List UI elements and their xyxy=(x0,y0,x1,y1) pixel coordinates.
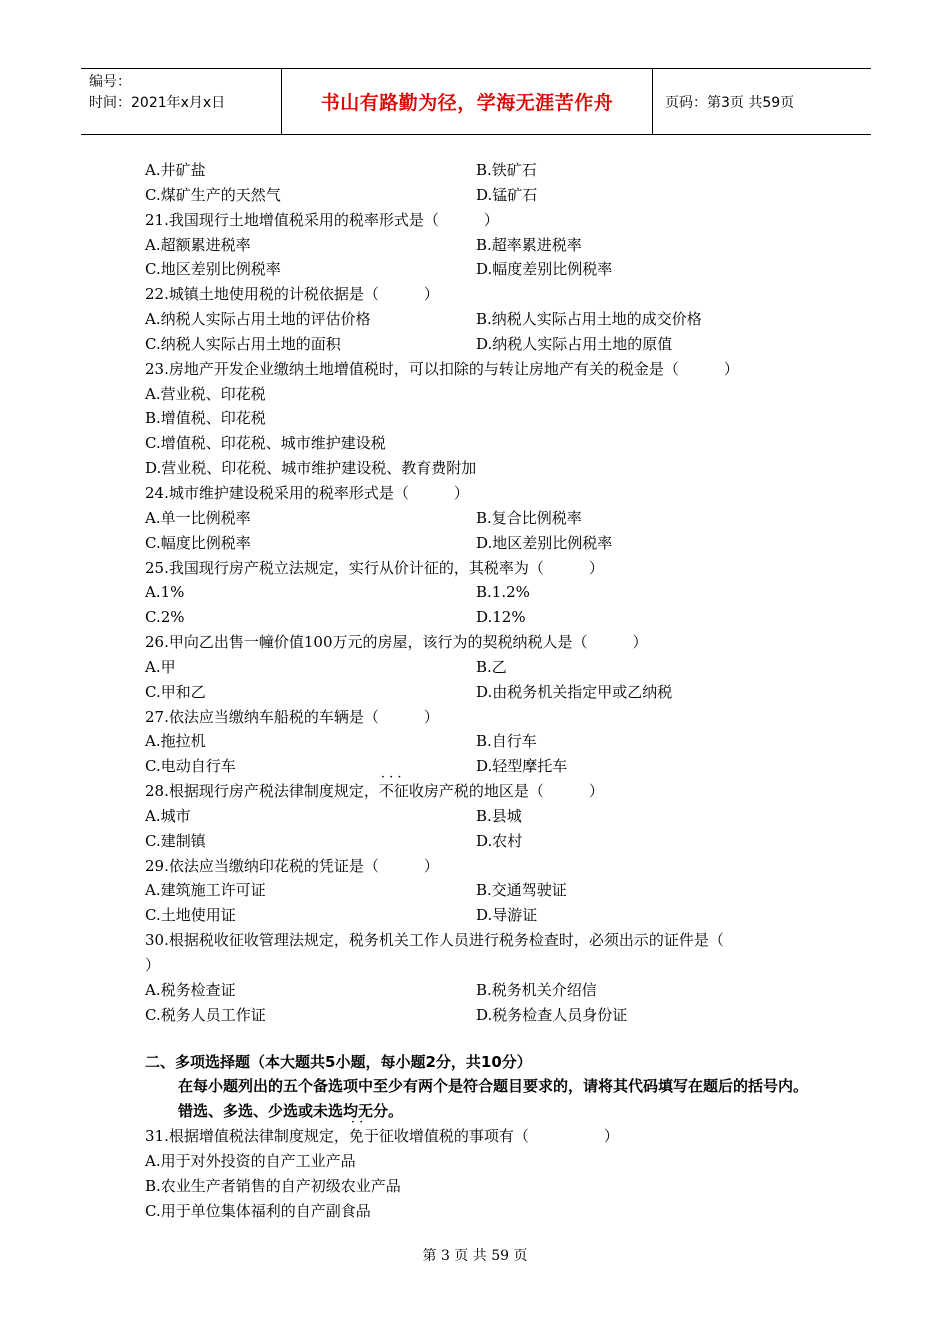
question-text: 28.根据现行房产税法律制度规定， xyxy=(145,782,379,801)
header-number-label: 编号： xyxy=(89,74,131,90)
option: B.交通驾驶证 xyxy=(476,881,567,900)
option: D.地区差别比例税率 xyxy=(476,533,613,552)
header-motto: 书山有路勤为径，学海无涯苦作舟 xyxy=(281,69,653,134)
option: B.增值税、印花税 xyxy=(145,409,266,428)
option: B.1.2% xyxy=(476,583,530,602)
option: B.农业生产者销售的自产初级农业产品 xyxy=(145,1176,401,1195)
emphasis-text: · · · 不征收 xyxy=(379,779,424,804)
option: B.县城 xyxy=(476,806,522,825)
option-row xyxy=(145,1003,815,1028)
page-header xyxy=(81,68,871,135)
option: D.纳税人实际占用土地的原值 xyxy=(476,334,673,353)
section-instructions: 在每小题列出的五个备选项中至少有两个是符合题目要求的，请将其代码填写在题后的括号内。错选、多选、少选或未选均无分。 xyxy=(178,1077,809,1121)
option: D.税务检查人员身份证 xyxy=(476,1005,628,1024)
option-row xyxy=(145,257,815,282)
option-row xyxy=(145,655,815,680)
option-row xyxy=(145,729,815,754)
option: C.地区差别比例税率 xyxy=(145,260,281,279)
option-row xyxy=(145,233,815,258)
option: C.增值税、印花税、城市维护建设税 xyxy=(145,434,386,453)
option-row xyxy=(145,332,815,357)
option-row xyxy=(145,506,815,531)
option: D.导游证 xyxy=(476,906,538,925)
option: B.复合比例税率 xyxy=(476,508,582,527)
option-row xyxy=(145,804,815,829)
option: D.锰矿石 xyxy=(476,185,538,204)
option-row xyxy=(145,680,815,705)
option: C.土地使用证 xyxy=(145,906,236,925)
option-row xyxy=(145,605,815,630)
emphasis-text: · · 免于 xyxy=(349,1124,379,1149)
option-row xyxy=(145,183,815,208)
question-text: 征收增值税的事项有（ ） xyxy=(378,1127,619,1146)
option: C.用于单位集体福利的自产副食品 xyxy=(145,1201,371,1220)
option: A.超额累进税率 xyxy=(145,235,251,254)
section-heading: 二、多项选择题（本大题共5小题，每小题2分，共10分） xyxy=(145,1052,532,1071)
option-row xyxy=(145,978,815,1003)
option: A.建筑施工许可证 xyxy=(145,881,266,900)
option: A.纳税人实际占用土地的评估价格 xyxy=(145,310,371,329)
page-footer: 第 3 页 共 59 页 xyxy=(422,1248,528,1264)
option-row xyxy=(145,878,815,903)
option: A.营业税、印花税 xyxy=(145,384,266,403)
option: D.幅度差别比例税率 xyxy=(476,260,613,279)
option: B.自行车 xyxy=(476,732,537,751)
option: A.拖拉机 xyxy=(145,732,206,751)
option: C.幅度比例税率 xyxy=(145,533,251,552)
question-24: 24.城市维护建设税采用的税率形式是（ ） xyxy=(145,483,469,502)
option: D.营业税、印花税、城市维护建设税、教育费附加 xyxy=(145,459,477,478)
option-row xyxy=(145,158,815,183)
option: B.税务机关介绍信 xyxy=(476,980,597,999)
option: B.超率累进税率 xyxy=(476,235,582,254)
question-28 xyxy=(145,779,815,804)
header-meta xyxy=(81,69,281,134)
option: B.乙 xyxy=(476,657,507,676)
option-row xyxy=(145,580,815,605)
option-row xyxy=(145,754,815,779)
option: A.税务检查证 xyxy=(145,980,236,999)
question-21: 21.我国现行土地增值税采用的税率形式是（ ） xyxy=(145,210,499,229)
question-text: 31.根据增值税法律制度规定， xyxy=(145,1127,349,1146)
section-gap xyxy=(145,1028,815,1050)
option: D.12% xyxy=(476,608,526,627)
question-31 xyxy=(145,1124,815,1149)
option: C.甲和乙 xyxy=(145,682,206,701)
option-row xyxy=(145,307,815,332)
option: A.城市 xyxy=(145,806,191,825)
option: C.电动自行车 xyxy=(145,757,236,776)
question-27: 27.依法应当缴纳车船税的车辆是（ ） xyxy=(145,707,439,726)
option-row xyxy=(145,903,815,928)
option: D.农村 xyxy=(476,831,523,850)
question-26: 26.甲向乙出售一幢价值100万元的房屋，该行为的契税纳税人是（ ） xyxy=(145,633,648,652)
option: C.税务人员工作证 xyxy=(145,1005,266,1024)
option-row xyxy=(145,829,815,854)
option: D.由税务机关指定甲或乙纳税 xyxy=(476,682,673,701)
question-30: 30.根据税收征收管理法规定，税务机关工作人员进行税务检查时，必须出示的证件是（ xyxy=(145,931,724,950)
option: C.建制镇 xyxy=(145,831,206,850)
question-25: 25.我国现行房产税立法规定，实行从价计征的，其税率为（ ） xyxy=(145,558,604,577)
option: C.煤矿生产的天然气 xyxy=(145,185,281,204)
option: A.1% xyxy=(145,583,185,602)
question-29: 29.依法应当缴纳印花税的凭证是（ ） xyxy=(145,856,439,875)
document-body xyxy=(145,158,815,1223)
header-page-info: 页码：第3页 共59页 xyxy=(665,94,795,111)
header-time-label: 时间：2021年x月x日 xyxy=(89,95,226,111)
option: A.井矿盐 xyxy=(145,161,206,179)
option: A.单一比例税率 xyxy=(145,508,251,527)
option: C.纳税人实际占用土地的面积 xyxy=(145,334,341,353)
option: A.甲 xyxy=(145,657,176,676)
option: B.铁矿石 xyxy=(476,161,537,179)
option: A.用于对外投资的自产工业产品 xyxy=(145,1151,356,1170)
option: B.纳税人实际占用土地的成交价格 xyxy=(476,310,702,329)
question-text: 房产税的地区是（ ） xyxy=(423,782,604,801)
option: C.2% xyxy=(145,608,185,627)
option-row xyxy=(145,531,815,556)
question-30-continuation: ） xyxy=(145,956,161,974)
question-22: 22.城镇土地使用税的计税依据是（ ） xyxy=(145,285,439,304)
question-23: 23.房地产开发企业缴纳土地增值税时，可以扣除的与转让房地产有关的税金是（ ） xyxy=(145,359,739,378)
option: D.轻型摩托车 xyxy=(476,757,568,776)
